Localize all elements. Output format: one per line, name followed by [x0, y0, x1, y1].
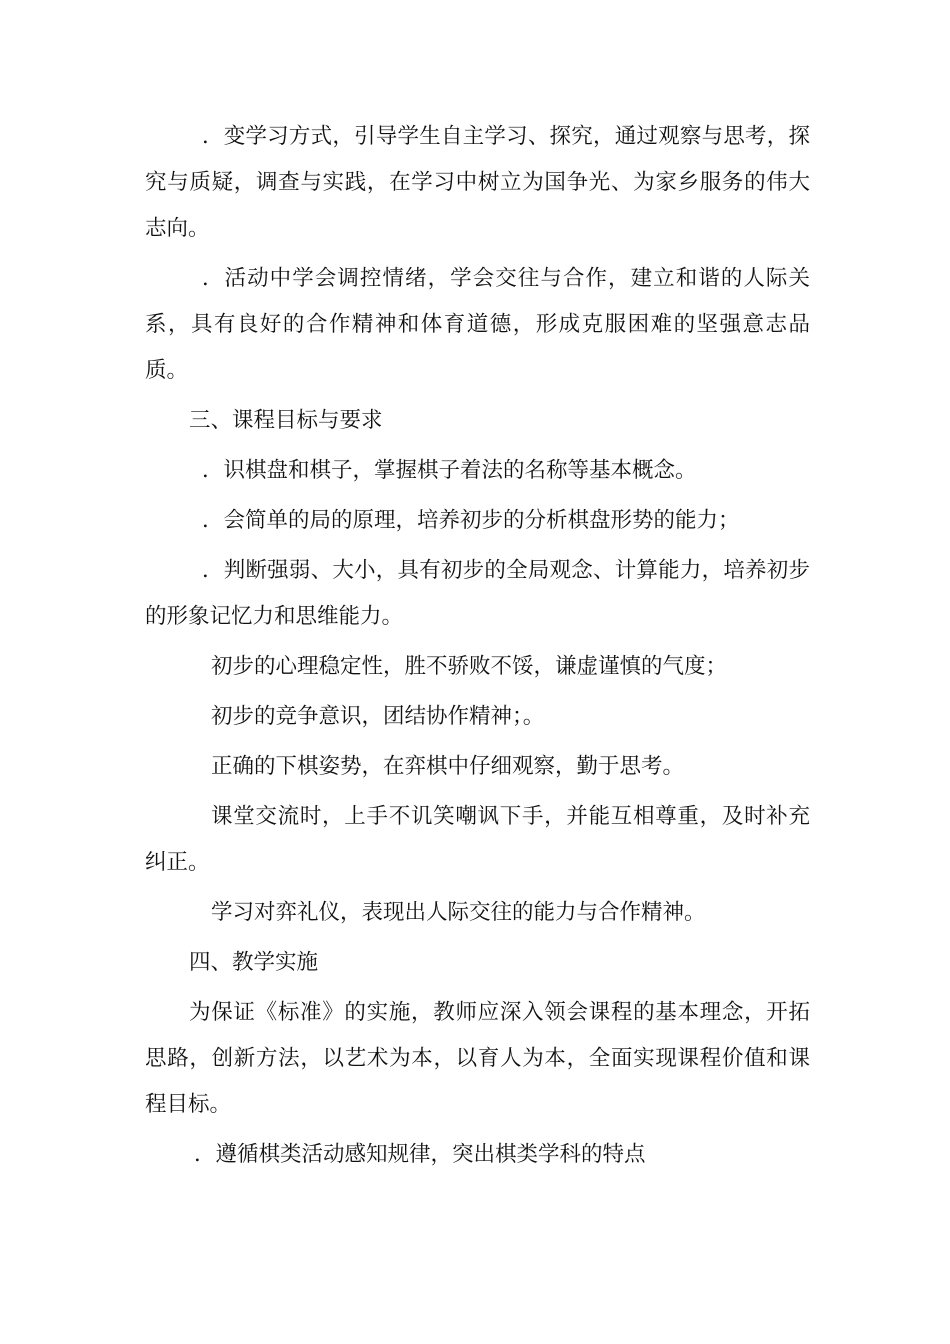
- paragraph-etiquette: 学习对弈礼仪，表现出人际交往的能力与合作精神。: [211, 900, 706, 925]
- paragraph-learning-method: ．变学习方式，引导学生自主学习、探究，通过观察与思考，探究与质疑，调查与实践，在学习中树立为国争光、为家乡服务的伟大志向。: [145, 124, 810, 241]
- paragraph-competition: 初步的竞争意识，团结协作精神；。: [211, 704, 545, 729]
- paragraph-classroom-exchange: 课堂交流时，上手不讥笑嘲讽下手，并能互相尊重，及时补充纠正。: [145, 804, 810, 875]
- heading-course-goals: 三、课程目标与要求: [189, 408, 383, 433]
- paragraph-board-pieces: ．识棋盘和棋子，掌握棋子着法的名称等基本概念。: [202, 458, 697, 483]
- paragraph-psychology: 初步的心理稳定性，胜不骄败不馁，谦虚谨慎的气度；: [211, 654, 728, 679]
- heading-teaching-implementation: 四、教学实施: [189, 950, 319, 975]
- paragraph-standard-implementation: 为保证《标准》的实施，教师应深入领会课程的基本理念，开拓思路，创新方法，以艺术为本，以育人为本，全面实现课程价值和课程目标。: [145, 1000, 810, 1117]
- paragraph-posture: 正确的下棋姿势，在弈棋中仔细观察，勤于思考。: [211, 754, 685, 779]
- paragraph-game-principle: ．会简单的局的原理，培养初步的分析棋盘形势的能力；: [202, 508, 740, 533]
- document-body: [145, 114, 810, 1182]
- paragraph-judgment: ．判断强弱、大小，具有初步的全局观念、计算能力，培养初步的形象记忆力和思维能力。: [145, 558, 810, 629]
- paragraph-perception-rules: ．遵循棋类活动感知规律，突出棋类学科的特点: [194, 1142, 646, 1167]
- paragraph-emotion-cooperation: ．活动中学会调控情绪，学会交往与合作，建立和谐的人际关系，具有良好的合作精神和体育道德，形成克服困难的坚强意志品质。: [145, 266, 810, 383]
